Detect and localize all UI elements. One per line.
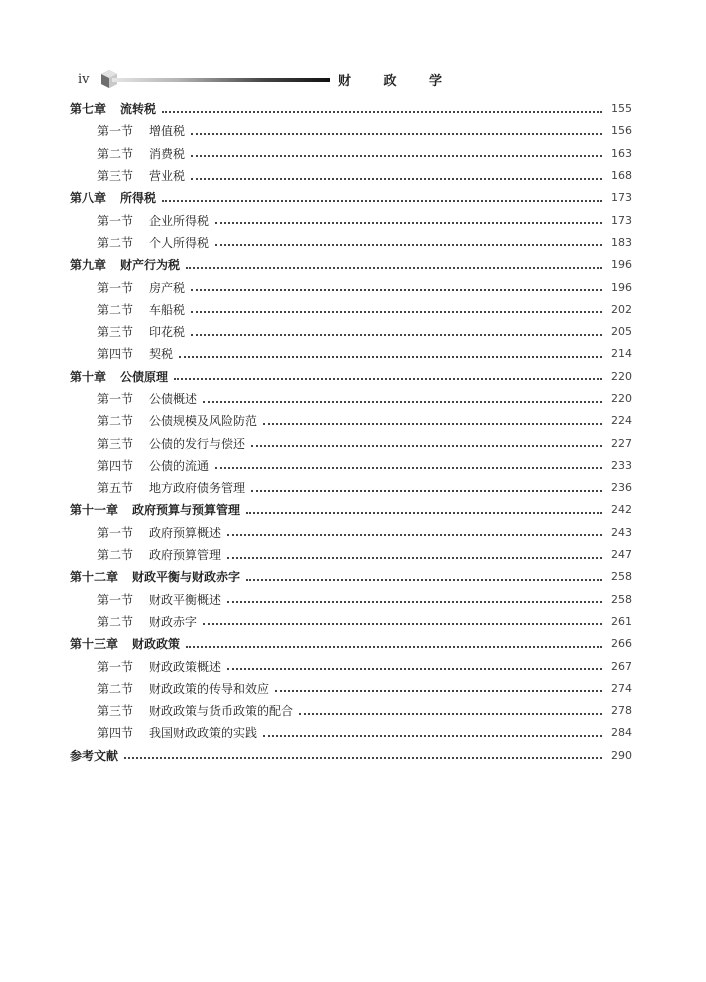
running-header xyxy=(78,68,638,94)
toc-chapter-row[interactable] xyxy=(70,254,632,276)
toc-entry-number: 第二节 xyxy=(97,548,134,563)
toc-entry-label xyxy=(97,165,185,187)
dot-leader xyxy=(215,221,602,224)
dot-leader xyxy=(191,333,602,336)
toc-chapter-row[interactable] xyxy=(70,745,632,767)
dot-leader xyxy=(251,489,602,492)
toc-entry-label xyxy=(97,410,257,432)
toc-entry-label xyxy=(97,611,197,633)
toc-entry-number: 第八章 xyxy=(70,191,107,206)
toc-page-number: 258 xyxy=(611,570,632,584)
dot-leader xyxy=(227,600,602,603)
toc-entry-label xyxy=(70,366,168,388)
toc-section-row[interactable] xyxy=(70,544,632,566)
toc-entry-number: 第十三章 xyxy=(70,637,119,652)
toc-entry-label xyxy=(97,656,221,678)
toc-entry-title: 财政政策与货币政策的配合 xyxy=(149,704,294,719)
toc-chapter-row[interactable] xyxy=(70,98,632,120)
toc-entry-title: 消费税 xyxy=(149,146,186,161)
toc-section-row[interactable] xyxy=(70,299,632,321)
toc-entry-title: 印花税 xyxy=(149,325,186,340)
toc-section-row[interactable] xyxy=(70,343,632,365)
toc-section-row[interactable] xyxy=(70,165,632,187)
toc-page-number: 243 xyxy=(611,525,632,539)
dot-leader xyxy=(275,689,602,692)
toc-entry-title: 财政政策 xyxy=(132,637,181,652)
table-of-contents xyxy=(70,98,632,767)
toc-entry-number: 第三节 xyxy=(97,436,134,451)
toc-section-row[interactable] xyxy=(70,388,632,410)
dot-leader xyxy=(227,667,602,670)
toc-chapter-row[interactable] xyxy=(70,499,632,521)
dot-leader xyxy=(191,310,602,313)
toc-entry-title: 财政平衡与财政赤字 xyxy=(132,570,241,585)
toc-page-number: 156 xyxy=(611,124,632,138)
toc-entry-label xyxy=(97,544,221,566)
toc-page-number: 173 xyxy=(611,191,632,205)
dot-leader xyxy=(191,177,602,180)
dot-leader xyxy=(186,645,602,648)
toc-page-number: 205 xyxy=(611,325,632,339)
toc-entry-title: 财产行为税 xyxy=(120,258,181,273)
toc-entry-title: 公债规模及风险防范 xyxy=(149,414,258,429)
toc-entry-label xyxy=(97,700,293,722)
dot-leader xyxy=(215,466,602,469)
toc-entry-number: 第一节 xyxy=(97,124,134,139)
toc-entry-title: 所得税 xyxy=(120,191,157,206)
toc-page-number: 163 xyxy=(611,146,632,160)
toc-section-row[interactable] xyxy=(70,678,632,700)
toc-entry-title: 财政赤字 xyxy=(149,614,198,629)
toc-section-row[interactable] xyxy=(70,120,632,142)
toc-entry-number: 第十二章 xyxy=(70,570,119,585)
toc-entry-number: 第二节 xyxy=(97,235,134,250)
toc-entry-number: 第四节 xyxy=(97,458,134,473)
toc-section-row[interactable] xyxy=(70,276,632,298)
toc-entry-number: 第七章 xyxy=(70,102,107,117)
dot-leader xyxy=(246,578,602,581)
toc-entry-number: 第二节 xyxy=(97,414,134,429)
toc-entry-label xyxy=(70,98,156,120)
toc-section-row[interactable] xyxy=(70,611,632,633)
toc-entry-number: 第二节 xyxy=(97,302,134,317)
toc-section-row[interactable] xyxy=(70,655,632,677)
dot-leader xyxy=(162,110,602,113)
dot-leader xyxy=(186,266,602,269)
toc-entry-title: 个人所得税 xyxy=(149,235,210,250)
toc-section-row[interactable] xyxy=(70,232,632,254)
toc-section-row[interactable] xyxy=(70,722,632,744)
toc-page-number: 261 xyxy=(611,614,632,628)
toc-page-number: 183 xyxy=(611,235,632,249)
toc-entry-title: 车船税 xyxy=(149,302,186,317)
toc-entry-number: 第十章 xyxy=(70,369,107,384)
toc-entry-number: 第二节 xyxy=(97,681,134,696)
toc-entry-number: 第一节 xyxy=(97,659,134,674)
toc-page-number: 284 xyxy=(611,726,632,740)
toc-entry-label xyxy=(97,455,209,477)
toc-entry-label xyxy=(97,477,245,499)
toc-entry-label xyxy=(97,722,257,744)
toc-chapter-row[interactable] xyxy=(70,187,632,209)
toc-entry-number: 第二节 xyxy=(97,146,134,161)
dot-leader xyxy=(203,400,602,403)
toc-entry-number: 第三节 xyxy=(97,169,134,184)
toc-entry-number: 第一节 xyxy=(97,525,134,540)
dot-leader xyxy=(263,734,602,737)
toc-entry-title: 政府预算管理 xyxy=(149,548,222,563)
toc-entry-title: 流转税 xyxy=(120,102,157,117)
toc-entry-title: 政府预算概述 xyxy=(149,525,222,540)
toc-entry-title: 我国财政政策的实践 xyxy=(149,726,258,741)
toc-page-number: 258 xyxy=(611,592,632,606)
toc-entry-title: 财政政策概述 xyxy=(149,659,222,674)
toc-chapter-row[interactable] xyxy=(70,566,632,588)
toc-entry-title: 企业所得税 xyxy=(149,213,210,228)
toc-section-row[interactable] xyxy=(70,410,632,432)
toc-page-number: 236 xyxy=(611,481,632,495)
toc-entry-label xyxy=(97,143,185,165)
toc-section-row[interactable] xyxy=(70,143,632,165)
toc-entry-label xyxy=(97,589,221,611)
toc-entry-label xyxy=(97,343,173,365)
toc-entry-number: 第一节 xyxy=(97,592,134,607)
toc-page-number: 214 xyxy=(611,347,632,361)
toc-page-number: 247 xyxy=(611,548,632,562)
toc-entry-number: 第三节 xyxy=(97,325,134,340)
dot-leader xyxy=(227,556,602,559)
toc-entry-number: 第三节 xyxy=(97,704,134,719)
toc-section-row[interactable] xyxy=(70,589,632,611)
toc-entry-number: 第四节 xyxy=(97,347,134,362)
toc-entry-title: 房产税 xyxy=(149,280,186,295)
dot-leader xyxy=(162,199,602,202)
dot-leader xyxy=(124,756,602,759)
dot-leader xyxy=(227,533,602,536)
dot-leader xyxy=(191,132,602,135)
toc-section-row[interactable] xyxy=(70,700,632,722)
toc-entry-label xyxy=(97,433,245,455)
toc-entry-title: 地方政府债务管理 xyxy=(149,481,246,496)
toc-chapter-row[interactable] xyxy=(70,366,632,388)
toc-entry-label xyxy=(70,633,180,655)
toc-page-number: 227 xyxy=(611,436,632,450)
toc-page-number: 278 xyxy=(611,704,632,718)
dot-leader xyxy=(263,422,602,425)
toc-entry-title: 公债概述 xyxy=(149,392,198,406)
toc-entry-title: 财政政策的传导和效应 xyxy=(149,681,270,696)
toc-page-number: 155 xyxy=(611,102,632,116)
toc-page-number: 233 xyxy=(611,458,632,472)
dot-leader xyxy=(215,243,602,246)
toc-entry-number: 第一节 xyxy=(97,392,134,406)
dot-leader xyxy=(174,377,602,380)
toc-entry-title: 财政平衡概述 xyxy=(149,592,222,607)
toc-entry-number: 第九章 xyxy=(70,258,107,273)
toc-entry-title: 参考文献 xyxy=(70,748,119,763)
page-number: iv xyxy=(78,72,90,87)
toc-page-number: 290 xyxy=(611,748,632,762)
toc-entry-title: 契税 xyxy=(149,347,174,362)
toc-entry-label xyxy=(97,522,221,544)
toc-entry-title: 公债原理 xyxy=(120,369,169,384)
toc-entry-label xyxy=(70,254,180,276)
toc-page-number: 267 xyxy=(611,659,632,673)
toc-entry-label xyxy=(97,232,209,254)
dot-leader xyxy=(179,355,602,358)
toc-section-row[interactable] xyxy=(70,432,632,454)
toc-section-row[interactable] xyxy=(70,321,632,343)
toc-page-number: 196 xyxy=(611,280,632,294)
toc-entry-number: 第二节 xyxy=(97,614,134,629)
toc-page-number: 202 xyxy=(611,302,632,316)
toc-entry-label xyxy=(70,566,240,588)
toc-entry-title: 公债的发行与偿还 xyxy=(149,436,246,451)
toc-entry-label xyxy=(97,388,197,410)
toc-section-row[interactable] xyxy=(70,477,632,499)
toc-entry-label xyxy=(70,187,156,209)
toc-entry-title: 营业税 xyxy=(149,169,186,184)
toc-section-row[interactable] xyxy=(70,455,632,477)
toc-entry-label xyxy=(97,120,185,142)
toc-entry-number: 第五节 xyxy=(97,481,134,496)
dot-leader xyxy=(191,154,602,157)
toc-section-row[interactable] xyxy=(70,522,632,544)
toc-entry-number: 第十一章 xyxy=(70,503,119,518)
toc-page-number: 274 xyxy=(611,681,632,695)
toc-entry-label xyxy=(70,745,118,767)
toc-page-number: 173 xyxy=(611,213,632,227)
toc-entry-label xyxy=(97,299,185,321)
toc-entry-label xyxy=(70,499,240,521)
toc-entry-number: 第四节 xyxy=(97,726,134,741)
toc-entry-title: 政府预算与预算管理 xyxy=(132,503,241,518)
toc-page-number: 220 xyxy=(611,369,632,383)
dot-leader xyxy=(191,288,602,291)
toc-page-number: 168 xyxy=(611,169,632,183)
dot-leader xyxy=(246,511,602,514)
toc-entry-number: 第一节 xyxy=(97,213,134,228)
toc-entry-label xyxy=(97,277,185,299)
book-title: 财 政 学 xyxy=(338,74,457,89)
header-rule xyxy=(112,78,330,82)
toc-page-number: 224 xyxy=(611,414,632,428)
toc-section-row[interactable] xyxy=(70,209,632,231)
toc-page-number: 220 xyxy=(611,392,632,405)
toc-chapter-row[interactable] xyxy=(70,633,632,655)
toc-entry-label xyxy=(97,321,185,343)
toc-entry-number: 第一节 xyxy=(97,280,134,295)
toc-entry-label xyxy=(97,678,269,700)
toc-entry-title: 增值税 xyxy=(149,124,186,139)
dot-leader xyxy=(203,622,602,625)
dot-leader xyxy=(299,712,602,715)
toc-entry-title: 公债的流通 xyxy=(149,458,210,473)
toc-page-number: 242 xyxy=(611,503,632,517)
toc-page-number: 196 xyxy=(611,258,632,272)
toc-entry-label xyxy=(97,210,209,232)
dot-leader xyxy=(251,444,602,447)
toc-page-number: 266 xyxy=(611,637,632,651)
